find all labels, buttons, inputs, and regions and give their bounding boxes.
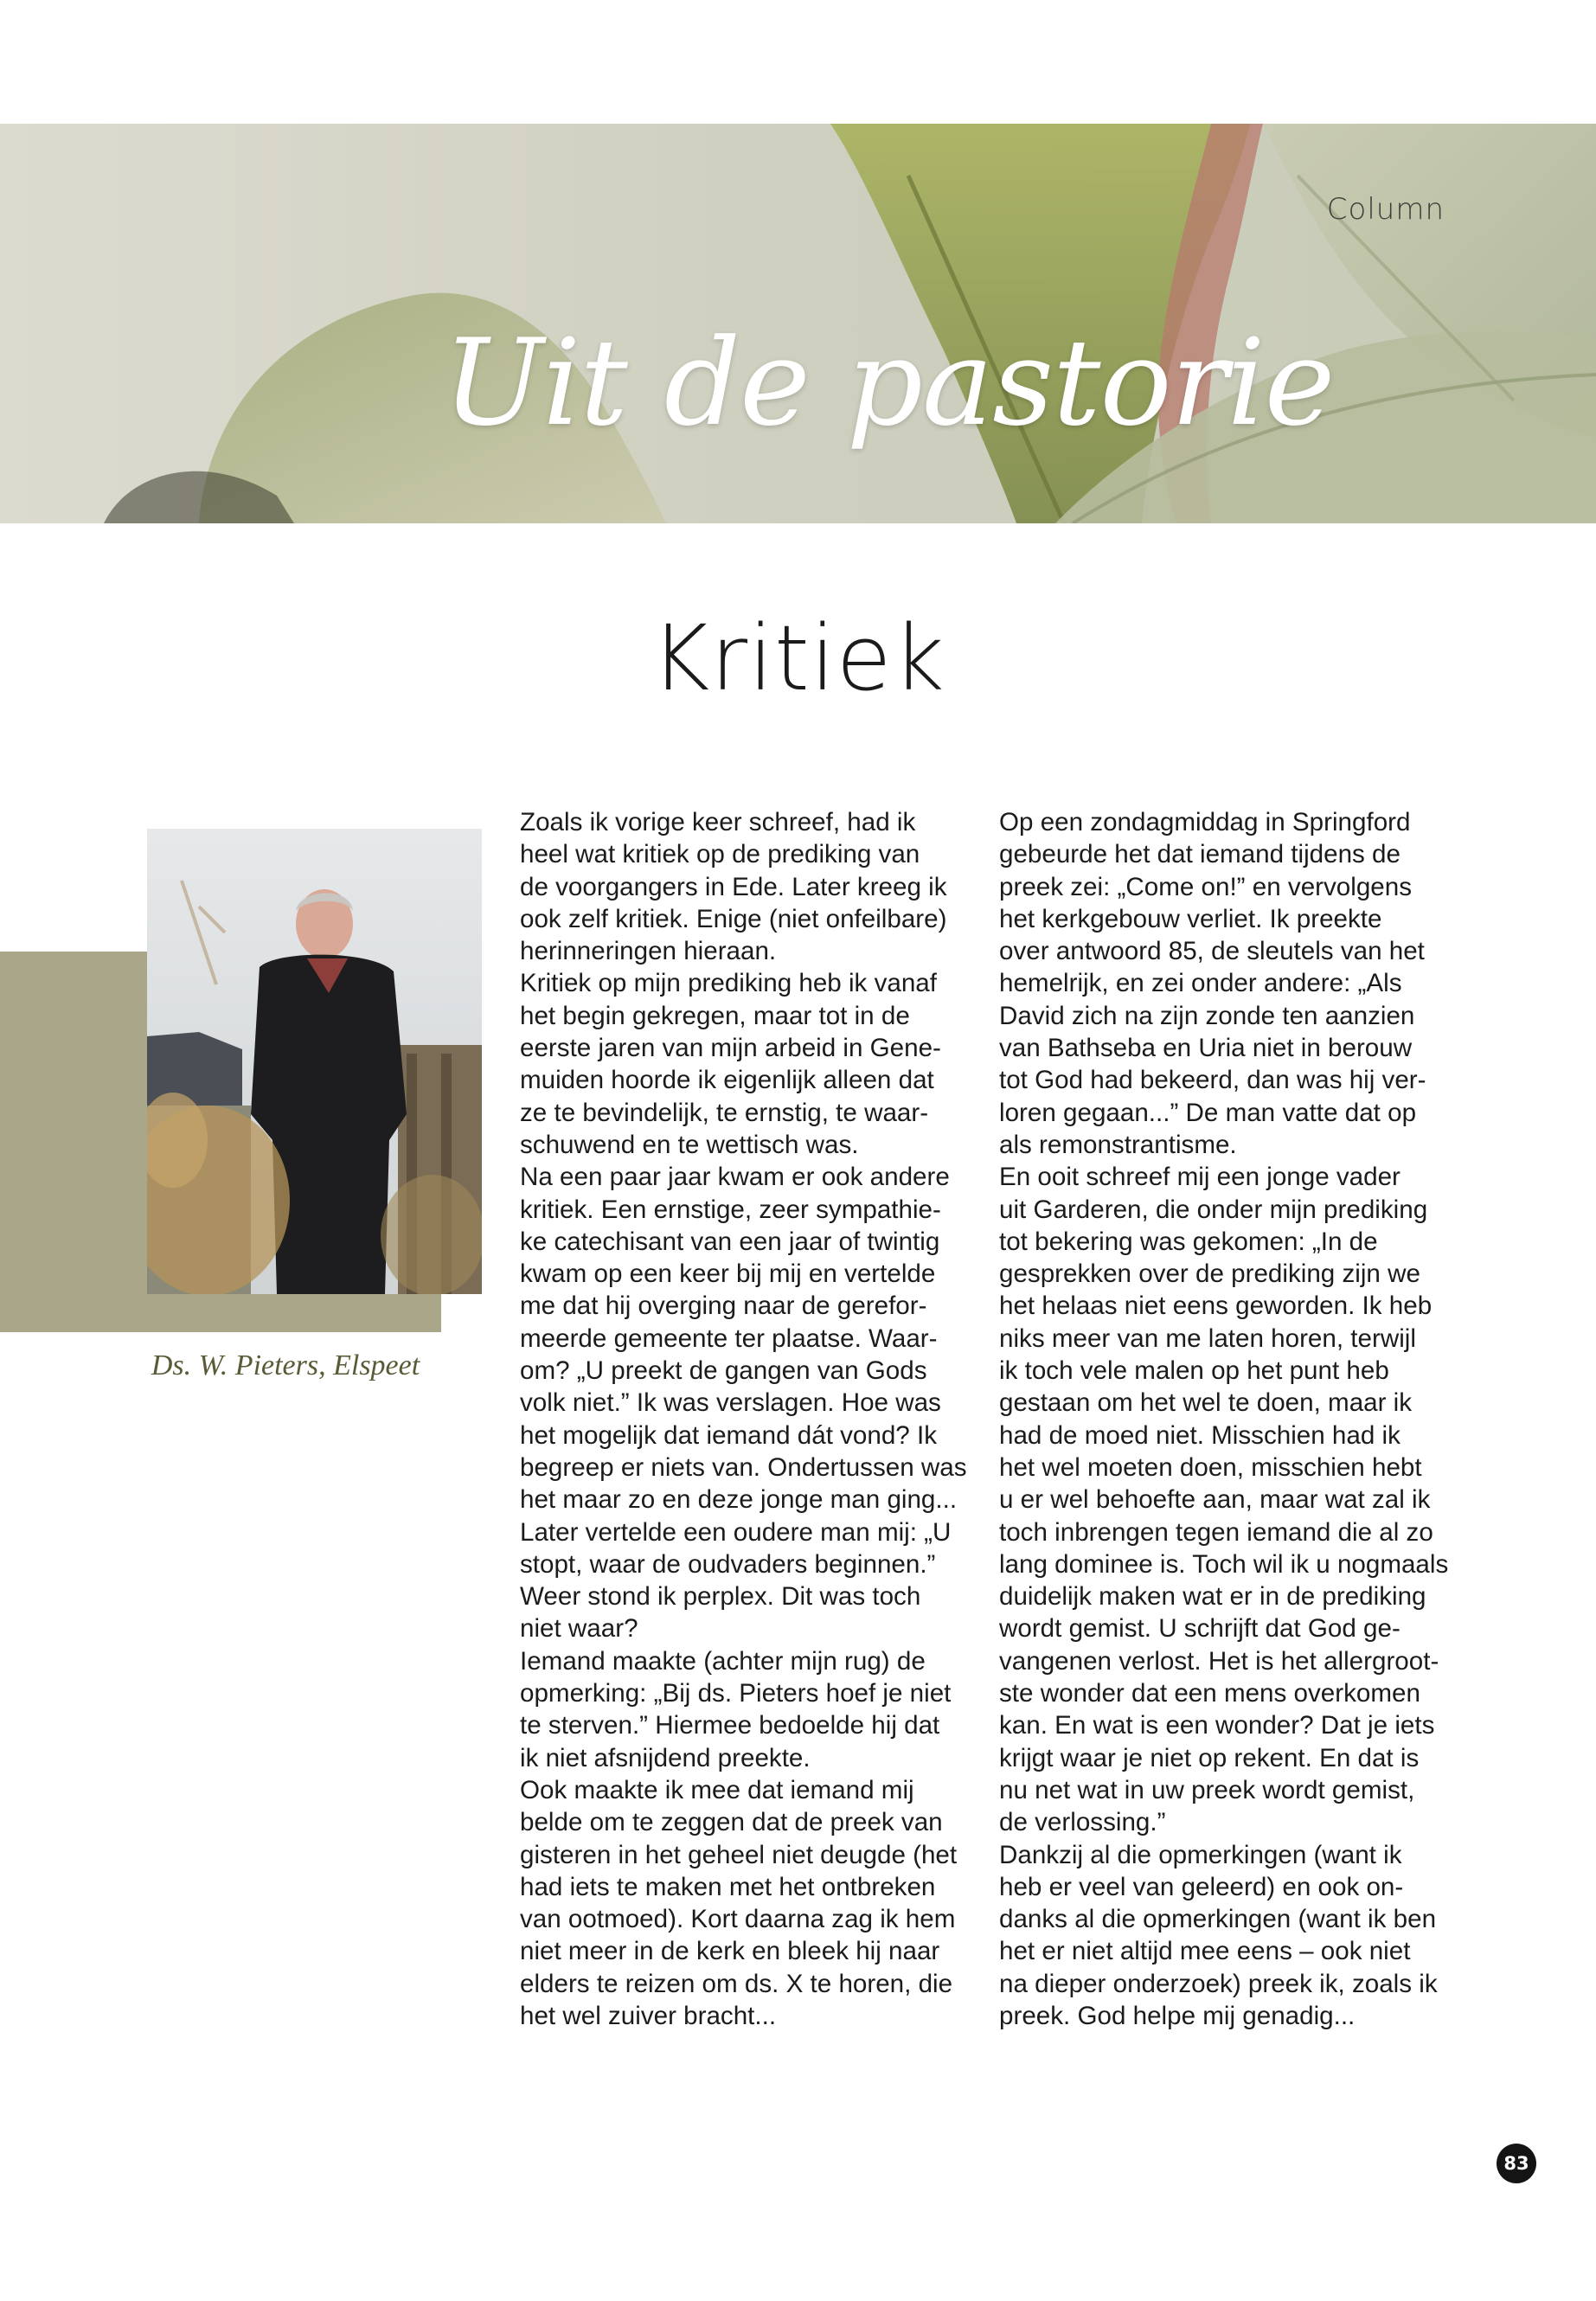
text-line: duidelijk maken wat er in de prediking: [999, 1582, 1426, 1612]
text-line: gisteren in het geheel niet deugde (het: [520, 1840, 958, 1869]
text-line: opmerking: „Bij ds. Pieters hoef je niet: [520, 1679, 952, 1708]
text-line: niks meer van me laten horen, terwijl: [999, 1324, 1416, 1353]
text-line: schuwend en te wettisch was.: [520, 1130, 859, 1159]
text-line: muiden hoorde ik eigenlijk alleen dat: [520, 1066, 934, 1095]
text-line: preek zei: „Come on!” en vervolgens: [999, 872, 1413, 901]
photo-caption: Ds. W. Pieters, Elspeet: [151, 1349, 420, 1381]
text-line: me dat hij overging naar de gerefor-: [520, 1292, 927, 1321]
text-line: tot bekering was gekomen: „In de: [999, 1227, 1378, 1256]
text-line: Kritiek op mijn prediking heb ik vanaf: [520, 969, 937, 998]
text-line: ze te bevindelijk, te ernstig, te waar-: [520, 1098, 929, 1127]
text-line: het er niet altijd mee eens – ook niet: [999, 1937, 1411, 1966]
text-line: David zich na zijn zonde ten aanzien: [999, 1001, 1415, 1030]
banner-title: Uit de pastorie: [443, 313, 1335, 452]
text-line: kritiek. Een ernstige, zeer sympathie-: [520, 1195, 941, 1224]
text-line: hemelrijk, en zei onder andere: „Als: [999, 969, 1402, 998]
article-column-left: [520, 806, 970, 2032]
article-column-right: [999, 806, 1449, 2032]
text-line: ook zelf kritiek. Enige (niet onfeilbare): [520, 904, 947, 933]
text-line: Na een paar jaar kwam er ook andere: [520, 1163, 950, 1192]
text-line: krijgt waar je niet op rekent. En dat is: [999, 1743, 1420, 1772]
text-line: het helaas niet eens geworden. Ik heb: [999, 1292, 1433, 1321]
text-line: het maar zo en deze jonge man ging...: [520, 1485, 958, 1515]
text-line: lang dominee is. Toch wil ik u nogmaals: [999, 1549, 1449, 1579]
text-line: het wel moeten doen, misschien hebt: [999, 1452, 1422, 1482]
text-line: herinneringen hieraan.: [520, 937, 777, 966]
text-line: het begin gekregen, maar tot in de: [520, 1001, 910, 1030]
text-line: belde om te zeggen dat de preek van: [520, 1808, 943, 1837]
text-line: heb er veel van geleerd) en ook on-: [999, 1872, 1404, 1901]
text-line: niet waar?: [520, 1614, 638, 1644]
text-line: niet meer in de kerk en bleek hij naar: [520, 1937, 940, 1966]
text-line: heel wat kritiek op de prediking van: [520, 840, 920, 869]
text-line: het mogelijk dat iemand dát vond? Ik: [520, 1420, 938, 1450]
text-line: gestaan om het wel te doen, maar ik: [999, 1388, 1413, 1418]
text-line: kan. En wat is een wonder? Dat je iets: [999, 1711, 1435, 1740]
text-line: toch inbrengen tegen iemand die al zo: [999, 1517, 1433, 1547]
text-line: Later vertelde een oudere man mij: „U: [520, 1517, 952, 1547]
text-line: ke catechisant van een jaar of twintig: [520, 1227, 940, 1256]
author-photo: [147, 829, 482, 1294]
text-line: het wel zuiver bracht...: [520, 2001, 777, 2030]
text-line: Dankzij al die opmerkingen (want ik: [999, 1840, 1402, 1869]
text-line: u er wel behoefte aan, maar wat zal ik: [999, 1485, 1431, 1515]
text-line: En ooit schreef mij een jonge vader: [999, 1163, 1401, 1192]
text-line: nu net wat in uw preek wordt gemist,: [999, 1775, 1415, 1804]
text-line: de verlossing.”: [999, 1808, 1166, 1837]
text-line: eerste jaren van mijn arbeid in Gene-: [520, 1034, 941, 1063]
text-line: stopt, waar de oudvaders beginnen.”: [520, 1549, 936, 1579]
text-line: danks al die opmerkingen (want ik ben: [999, 1905, 1437, 1934]
text-line: Ook maakte ik mee dat iemand mij: [520, 1775, 914, 1804]
text-line: als remonstrantisme.: [999, 1130, 1237, 1159]
text-line: ste wonder dat een mens overkomen: [999, 1679, 1420, 1708]
text-line: Weer stond ik perplex. Dit was toch: [520, 1582, 921, 1612]
page-number-badge: 83: [1497, 2144, 1536, 2183]
text-line: meerde gemeente ter plaatse. Waar-: [520, 1324, 938, 1353]
text-line: tot God had bekeerd, dan was hij ver-: [999, 1066, 1426, 1095]
text-line: te sterven.” Hiermee bedoelde hij dat: [520, 1711, 940, 1740]
text-line: van ootmoed). Kort daarna zag ik hem: [520, 1905, 956, 1934]
text-line: uit Garderen, die onder mijn prediking: [999, 1195, 1428, 1224]
text-line: volk niet.” Ik was verslagen. Hoe was: [520, 1388, 941, 1418]
text-line: om? „U preekt de gangen van Gods: [520, 1356, 927, 1386]
text-line: elders te reizen om ds. X te horen, die: [520, 1969, 953, 1998]
text-line: kwam op een keer bij mij en vertelde: [520, 1259, 936, 1289]
text-line: Iemand maakte (achter mijn rug) de: [520, 1646, 926, 1676]
text-line: loren gegaan...” De man vatte dat op: [999, 1098, 1417, 1127]
text-line: gesprekken over de prediking zijn we: [999, 1259, 1420, 1289]
text-line: had de moed niet. Misschien had ik: [999, 1420, 1401, 1450]
text-line: had iets te maken met het ontbreken: [520, 1872, 936, 1901]
text-line: gebeurde het dat iemand tijdens de: [999, 840, 1401, 869]
text-line: de voorgangers in Ede. Later kreeg ik: [520, 872, 947, 901]
text-line: na dieper onderzoek) preek ik, zoals ik: [999, 1969, 1438, 1998]
text-line: ik toch vele malen op het punt heb: [999, 1356, 1389, 1386]
text-line: over antwoord 85, de sleutels van het: [999, 937, 1425, 966]
text-line: Zoals ik vorige keer schreef, had ik: [520, 808, 916, 836]
text-line: begreep er niets van. Ondertussen was: [520, 1452, 967, 1482]
article-title: Kritiek: [651, 606, 945, 711]
text-line: wordt gemist. U schrijft dat God ge-: [999, 1614, 1401, 1644]
text-line: Op een zondagmiddag in Springford: [999, 808, 1411, 836]
text-line: preek. God helpe mij genadig...: [999, 2001, 1356, 2030]
text-line: vangenen verlost. Het is het allergroot-: [999, 1646, 1439, 1676]
text-line: van Bathseba en Uria niet in berouw: [999, 1034, 1413, 1063]
text-line: het kerkgebouw verliet. Ik preekte: [999, 904, 1382, 933]
section-label: Column: [1326, 192, 1445, 227]
text-line: ik niet afsnijdend preekte.: [520, 1743, 811, 1772]
